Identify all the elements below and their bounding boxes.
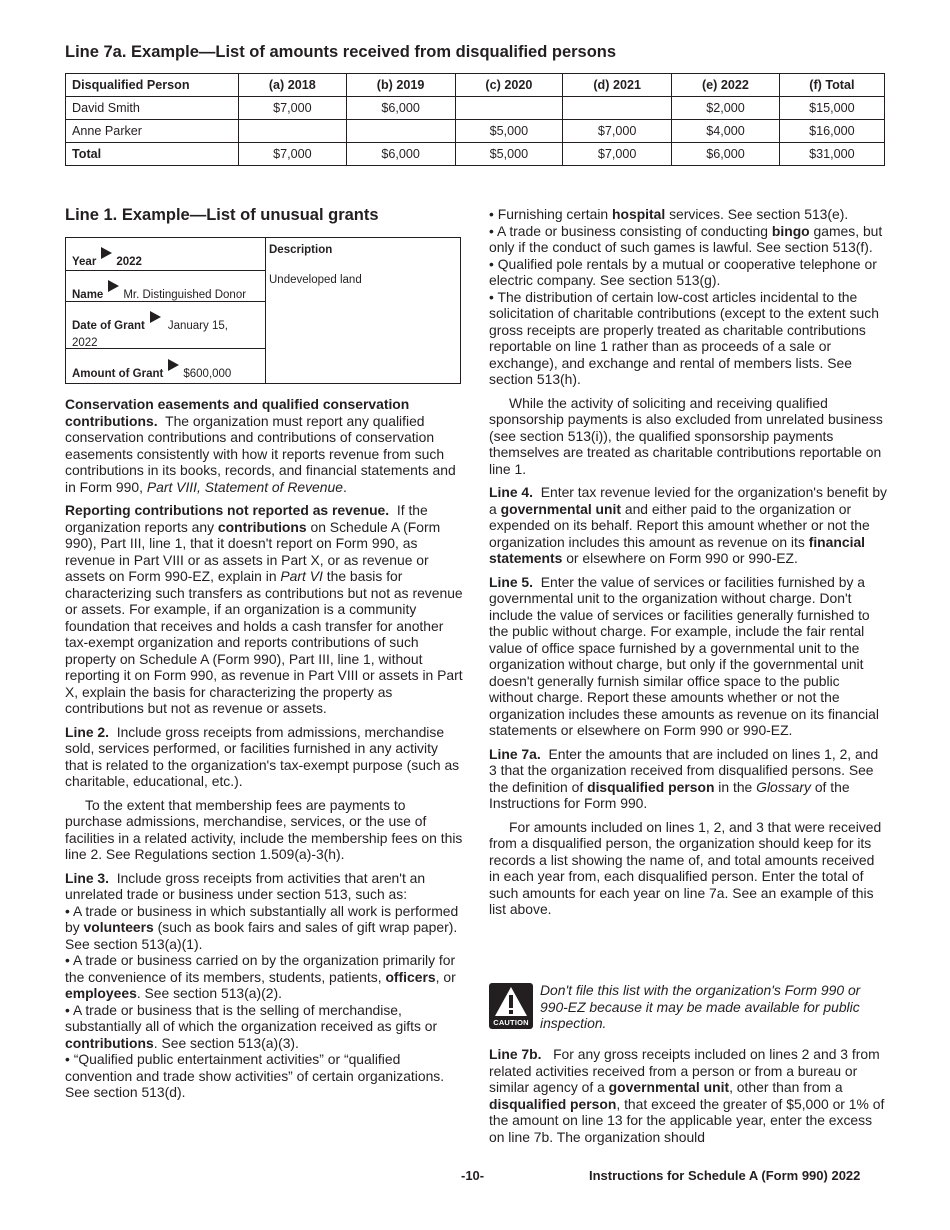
amount-cell: $7,000 [239,143,347,166]
bullet-convenience: • A trade or business carried on by the organization primarily for the convenience of its members, students, patients, officers, or employees. See section 513(a)(2). [65,952,456,1001]
line2-heading: Line 2. [65,723,109,740]
line7b-block [489,1046,887,1145]
caution-text: Don't file this list with the organization's Form 990 or 990-EZ because it may be made available for public inspection. [540,982,861,1031]
line4-heading: Line 4. [489,484,533,500]
page-number: -10- [461,1168,485,1183]
arrow-right-icon [108,280,119,292]
bullet-pole-rentals: • Qualified pole rentals by a mutual or cooperative telephone or electric company. See section 513(g). [489,255,877,288]
line5-paragraph: Line 5. Enter the value of services or facilities furnished by a governmental unit to the organization without charge. Don't include the value of services or facilities generally furnished to the public without charge. For example, include the fair rental value of office space furnished by a governmental unit to the organization without charge, but only if the governmental unit doesn't generally furnish similar office space to the public without charge. Report these amounts whether or not the organization includes these amounts as revenue on its financial statements or elsewhere on Form 990 or 990-EZ. [489,573,879,738]
bullet-entertainment: • “Qualified public entertainment activities” or “qualified convention and trade show activities” of certain organizations. See section 513(d). [65,1051,445,1100]
arrow-right-icon [150,311,161,323]
total-cell: $15,000 [779,97,884,120]
total-cell: $16,000 [779,120,884,143]
column-header: (b) 2019 [346,74,455,97]
amount-cell [346,120,455,143]
line7a-heading: Line 7a. [489,745,541,762]
left-column [65,396,463,1101]
description-label: Description [269,244,333,256]
right-column [489,206,887,925]
arrow-right-icon [168,359,179,371]
amount-cell [563,97,672,120]
bullet-low-cost-articles: • The distribution of certain low-cost articles incidental to the solicitation of charitable contributions (except to the extent such gross receipts are properly treated as charitable contributions reportable on line 1 rather than as proceeds of a sale or exchange), and exchange and rental of members lists. See section 513(h). [489,288,879,387]
column-header: (e) 2022 [672,74,780,97]
line2-paragraph: Line 2. Include gross receipts from admissions, merchandise sold, services performed, or facilities furnished in any activity that is related to the organization's tax-exempt purpose (such as charitable, educational, etc.). [65,723,460,789]
amount-value: $600,000 [183,368,232,380]
description-value: Undeveloped land [269,274,362,286]
year-label: Year [72,256,97,268]
amount-cell [239,120,347,143]
amount-label: Amount of Grant [72,368,164,380]
date-value: January 15, [167,320,228,332]
column-header: (d) 2021 [563,74,672,97]
amount-cell: $2,000 [672,97,780,120]
name-value: Mr. Distinguished Donor [123,289,247,301]
amount-cell: $6,000 [672,143,780,166]
caution-note [489,982,884,1032]
bullet-bingo: • A trade or business consisting of conducting bingo games, but only if the conduct of such games is lawful. See section 513(f). [489,222,883,255]
line2-membership-paragraph: To the extent that membership fees are payments to purchase admissions, merchandise, services, or the use of facilities in a related activity, include the membership fees on this line 2. See Regulations section 1.509(a)-3(h). [65,796,463,862]
grant-amount-cell [66,349,265,384]
warning-triangle-icon [494,986,528,1018]
grant-description-column [266,238,460,292]
bullet-merchandise: • A trade or business that is the selling of merchandise, substantially all of which the organization received as gifts or contributions. See section 513(a)(3). [65,1001,438,1051]
date-label: Date of Grant [72,320,145,332]
disqualified-persons-table [65,73,885,166]
sponsorship-paragraph: While the activity of soliciting and receiving qualified sponsorship payments is also excluded from unrelated business (see section 513(i)), the qualified sponsorship payments themselves are treated as charitable contributions reportable on line 1. [489,394,883,477]
amount-cell: $7,000 [563,120,672,143]
table-row [66,120,885,143]
line7b-paragraph: Line 7b. For any gross receipts included on lines 2 and 3 from related activities received from a person or from a bureau or similar agency of a governmental unit, other than from a disqualified person, that exceed the greater of $5,000 or 1% of the amount on line 13 for the applicable year, enter the excess on line 7b. The organization should [489,1046,885,1145]
grant-date-cell [66,302,265,349]
table-header-row [66,74,885,97]
line3-paragraph: Line 3. Include gross receipts from activities that aren't an unrelated trade or business under section 513, such as: [65,869,426,902]
grant-year-cell [66,238,265,271]
bullet-hospital: • Furnishing certain hospital services. See section 513(e). [489,206,849,222]
year-value: 2022 [116,256,142,268]
column-header: (a) 2018 [239,74,347,97]
reporting-heading: Reporting contributions not reported as revenue. [65,502,390,518]
reporting-paragraph: Reporting contributions not reported as revenue. If the organization reports any contributions on Schedule A (Form 990), Part III, line 1, that it doesn't report on Form 990, as revenue in Part VIII or as assets in Part X, or as revenue or assets on Form 990-EZ, explain in Part VI the basis for characterizing such transfers as contributions but not as revenue or assets. For example, if an organization is a community foundation that receives and holds a cash transfer for another tax-exempt organization and reports contributions of such property on Schedule A (Form 990), Part III, line 1, without reporting it on Form 990, as revenue in Part VIII or assets in Part X, explain the basis for characterizing the property as contributions but not as revenue or assets. [65,502,463,716]
total-cell: $31,000 [779,143,884,166]
amount-cell [455,97,563,120]
line5-heading: Line 5. [489,573,533,590]
conservation-heading: Conservation easements and qualified conservation contributions. [65,396,410,429]
line7a-records-paragraph: For amounts included on lines 1, 2, and 3 that were received from a disqualified person, the organization should keep for its records a list showing the name of, and total amounts received in each year from, each disqualified person. Enter the total of such amounts for each year on line 7a. See an example of this list above. [489,818,882,917]
arrow-right-icon [101,247,112,259]
conservation-paragraph: Conservation easements and qualified conservation contributions. The organization must report any qualified conservation contributions and contributions of conservation easements consistently with how it reports revenue from such contributions in its books, records, and financial statements and in Form 990, Part VIII, Statement of Revenue. [65,396,456,495]
amount-cell: $6,000 [346,143,455,166]
document-title-footer: Instructions for Schedule A (Form 990) 2022 [589,1168,861,1183]
caution-label: CAUTION [493,1018,529,1027]
person-name-cell: David Smith [66,97,239,120]
table-row [66,97,885,120]
line4-paragraph: Line 4. Enter tax revenue levied for the organization's benefit by a governmental unit and either paid to the organization or expended on its behalf. Report this amount whether or not the organization includes this amount as revenue on its financial statements or elsewhere on Form 990 or 990-EZ. [489,484,887,566]
total-label-cell: Total [66,143,239,166]
line3-heading: Line 3. [65,869,109,886]
column-header: Disqualified Person [66,74,239,97]
line7b-heading: Line 7b. [489,1046,542,1062]
grants-title: Line 1. Example—List of unusual grants [65,206,379,224]
unusual-grants-box [65,237,461,384]
bullet-volunteers: • A trade or business in which substantially all work is performed by volunteers (such as book fairs and sales of gift wrap paper). See section 513(a)(1). [65,902,459,952]
table-total-row [66,143,885,166]
grant-fields-column [66,238,266,383]
grant-name-cell [66,271,265,302]
date-value-year: 2022 [72,337,98,349]
amount-cell: $5,000 [455,120,563,143]
caution-icon [489,983,533,1029]
name-label: Name [72,289,104,301]
column-header: (f) Total [779,74,884,97]
table7a-title: Line 7a. Example—List of amounts received from disqualified persons [65,43,617,61]
person-name-cell: Anne Parker [66,120,239,143]
amount-cell: $5,000 [455,143,563,166]
amount-cell: $7,000 [239,97,347,120]
amount-cell: $4,000 [672,120,780,143]
column-header: (c) 2020 [455,74,563,97]
line7a-paragraph: Line 7a. Enter the amounts that are included on lines 1, 2, and 3 that the organization received from disqualified persons. See the definition of disqualified person in the Glossary of the Instructions for Form 990. [489,745,879,811]
amount-cell: $6,000 [346,97,455,120]
amount-cell: $7,000 [563,143,672,166]
